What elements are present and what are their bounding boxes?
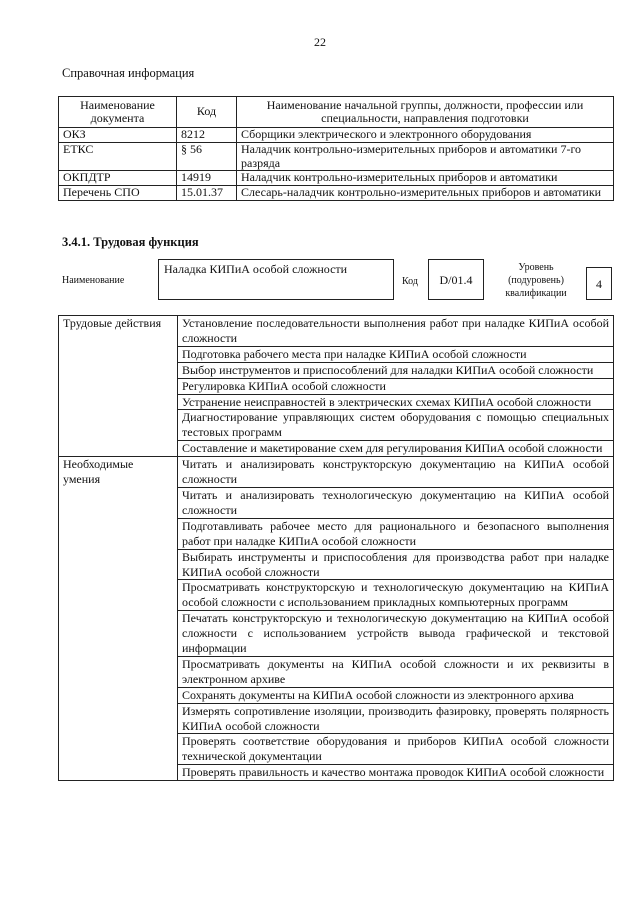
function-code-value: D/01.4 <box>428 259 484 300</box>
doc-cell: Перечень СПО <box>59 186 177 201</box>
header-code: Код <box>177 97 237 128</box>
labor-actions-skills-table <box>58 315 614 781</box>
skill-item: Проверять правильность и качество монтажа проводок КИПиА особой сложности <box>178 765 614 781</box>
name-cell: Сборщики электрического и электронного оборудования <box>237 128 614 143</box>
code-cell: 15.01.37 <box>177 186 237 201</box>
table-row <box>59 171 614 186</box>
qualification-level-label: Уровень (подуровень) квалификации <box>505 262 567 299</box>
labor-action-item: Диагностирование управляющих систем оборудования с помощью специальных тестовых программ <box>178 410 614 441</box>
labor-function-row <box>58 259 614 303</box>
table-row <box>59 186 614 201</box>
function-code-label: Код <box>402 276 418 287</box>
required-skills-label: Необходимые умения <box>59 457 178 781</box>
skill-item: Печатать конструкторскую и технологическую документацию на КИПиА особой сложности с использованием устройств вывода графической и текстовой информации <box>178 611 614 657</box>
reference-header-row <box>59 97 614 128</box>
function-name-label: Наименование <box>62 275 125 286</box>
skill-item: Читать и анализировать технологическую документацию на КИПиА особой сложности <box>178 487 614 518</box>
skill-item: Читать и анализировать конструкторскую документацию на КИПиА особой сложности <box>178 457 614 488</box>
doc-cell: ОКЗ <box>59 128 177 143</box>
skill-item: Сохранять документы на КИПиА особой сложности из электронного архива <box>178 687 614 703</box>
reference-table <box>58 96 614 201</box>
name-cell: Наладчик контрольно-измерительных приборов и автоматики <box>237 171 614 186</box>
name-cell: Слесарь-наладчик контрольно-измерительных приборов и автоматики <box>237 186 614 201</box>
page-number: 22 <box>314 35 326 49</box>
labor-action-item: Регулировка КИПиА особой сложности <box>178 378 614 394</box>
function-name-value: Наладка КИПиА особой сложности <box>158 259 394 300</box>
skill-item: Проверять соответствие оборудования и приборов КИПиА особой сложности технической документации <box>178 734 614 765</box>
labor-action-item: Выбор инструментов и приспособлений для наладки КИПиА особой сложности <box>178 362 614 378</box>
skill-item: Измерять сопротивление изоляции, производить фазировку, проверять полярность КИПиА особой сложности <box>178 703 614 734</box>
labor-action-item: Подготовка рабочего места при наладке КИПиА особой сложности <box>178 346 614 362</box>
labor-actions-label: Трудовые действия <box>59 316 178 457</box>
code-cell: 8212 <box>177 128 237 143</box>
name-cell: Наладчик контрольно-измерительных приборов и автоматики 7-го разряда <box>237 143 614 171</box>
labor-action-item: Установление последовательности выполнения работ при наладке КИПиА особой сложности <box>178 316 614 347</box>
code-cell: 14919 <box>177 171 237 186</box>
doc-cell: ОКПДТР <box>59 171 177 186</box>
qualification-level-value: 4 <box>586 267 612 300</box>
table-row <box>59 316 614 347</box>
skill-item: Просматривать конструкторскую и технологическую документацию на КИПиА особой сложности с использованием прикладных компьютерных программ <box>178 580 614 611</box>
reference-info-title: Справочная информация <box>62 66 195 80</box>
skill-item: Просматривать документы на КИПиА особой сложности и их реквизиты в электронном архиве <box>178 656 614 687</box>
skill-item: Подготавливать рабочее место для рационального и безопасного выполнения работ при наладке КИПиА особой сложности <box>178 518 614 549</box>
labor-function-heading: 3.4.1. Трудовая функция <box>62 235 199 249</box>
table-row <box>59 457 614 488</box>
table-row <box>59 128 614 143</box>
labor-action-item: Составление и макетирование схем для регулирования КИПиА особой сложности <box>178 441 614 457</box>
doc-cell: ЕТКС <box>59 143 177 171</box>
skill-item: Выбирать инструменты и приспособления для производства работ при наладке КИПиА особой сложности <box>178 549 614 580</box>
header-group-name: Наименование начальной группы, должности, профессии или специальности, направления подготовки <box>237 97 614 128</box>
labor-action-item: Устранение неисправностей в электрических схемах КИПиА особой сложности <box>178 394 614 410</box>
header-doc-name: Наименование документа <box>59 97 177 128</box>
code-cell: § 56 <box>177 143 237 171</box>
table-row <box>59 143 614 171</box>
